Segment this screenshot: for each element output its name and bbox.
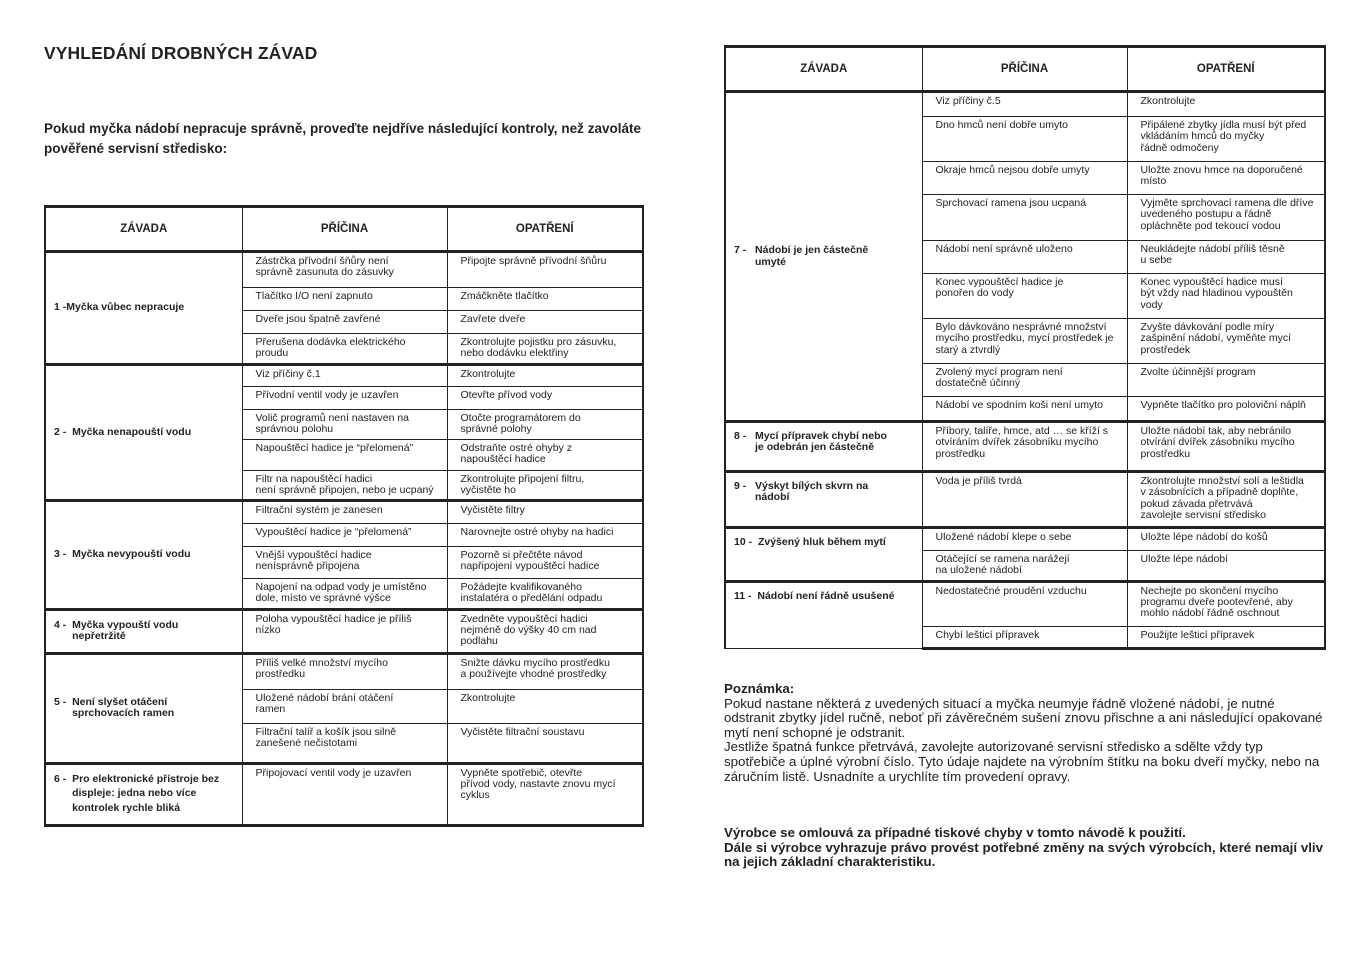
cause-cell: Poloha vypouštěcí hadice je příliš nízko (242, 609, 447, 653)
cause-cell: Filtrační talíř a košík jsou silně zanešené nečistotami (242, 723, 447, 763)
remedy-cell: Neukládejte nádobí příliš těsně u sebe (1127, 241, 1325, 274)
fault-text: Nádobí je jen částečně umyté (755, 244, 869, 268)
remedy-cell: Připojte správně přívodní šňůru (447, 252, 643, 288)
remedy-cell: Zkontrolujte množství solí a leštidla v zásobnících a případně doplňte, pokud závada přetrvává zavolejte servisní středisko (1127, 472, 1325, 528)
table-row (725, 528, 1325, 551)
fault-cell (45, 365, 242, 501)
fault-text: Nádobí není řádně usušené (757, 589, 895, 602)
remedy-cell: Otočte programátorem do správné polohy (447, 410, 643, 440)
fault-text: Myčka vůbec nepracuje (66, 301, 185, 314)
remedy-cell: Uložte znovu hmce na doporučené místo (1127, 162, 1325, 195)
remedy-cell: Zmáčkněte tlačítko (447, 288, 643, 311)
header-cause: PŘÍČINA (242, 207, 447, 252)
fault-number: 11 - (734, 589, 758, 602)
cause-cell: Zvolený mycí program není dostatečně účinný (922, 364, 1127, 397)
cause-cell: Nádobí není správně uloženo (922, 241, 1127, 274)
fault-label (54, 427, 238, 438)
fault-label (54, 772, 238, 816)
fault-text: Zvýšený hluk během mytí (757, 536, 886, 548)
cause-cell: Napouštěcí hadice je “přelomená” (242, 439, 447, 470)
header-cause: PŘÍČINA (922, 47, 1127, 92)
header-fault: ZÁVADA (725, 47, 922, 92)
cause-cell: Připojovací ventil vody je uzavřen (242, 763, 447, 825)
fault-cell (45, 501, 242, 610)
fault-label (734, 481, 918, 504)
table-row (725, 422, 1325, 472)
remedy-cell: Zvyšte dávkování podle míry zašpinění nádobí, vyměňte mycí prostředek (1127, 319, 1325, 364)
table-row (45, 501, 643, 524)
remedy-cell: Uložte lépe nádobí (1127, 551, 1325, 582)
cause-cell: Tlačítko I/O není zapnuto (242, 288, 447, 311)
fault-number: 8 - (734, 430, 756, 442)
table-row (45, 609, 643, 653)
remedy-cell: Snižte dávku mycího prostředku a používejte vhodné prostředky (447, 653, 643, 689)
troubleshooting-table-left (44, 205, 644, 827)
remedy-cell: Zavřete dveře (447, 311, 643, 334)
fault-number: 9 - (734, 480, 756, 492)
remedy-cell: Uložte nádobí tak, aby nebránilo otvírání dvířek zásobníku mycího prostředku (1127, 422, 1325, 472)
fault-number: 3 - (54, 548, 73, 561)
table-row (45, 653, 643, 689)
remedy-cell: Nechejte po skončení mycího programu dveře pootevřené, aby mohlo nádobí řádně oschnout (1127, 581, 1325, 626)
remedy-cell: Zkontrolujte (1127, 92, 1325, 117)
fault-cell (45, 763, 242, 825)
intro-text: Pokud myčka nádobí nepracuje správně, proveďte nejdříve následující kontroly, než zavoláte pověřené servisní středisko: (44, 121, 641, 156)
fault-text: Myčka nevypouští vodu (72, 548, 191, 561)
fault-cell (725, 472, 922, 528)
cause-cell: Sprchovací ramena jsou ucpaná (922, 195, 1127, 241)
cause-cell: Voda je příliš tvrdá (922, 472, 1127, 528)
fault-cell (725, 581, 922, 648)
cause-cell: Zástrčka přívodní šňůry není správně zasunuta do zásuvky (242, 252, 447, 288)
page-title: VYHLEDÁNÍ DROBNÝCH ZÁVAD (44, 43, 318, 63)
cause-cell: Filtr na napouštěcí hadici není správně připojen, nebo je ucpaný (242, 470, 447, 501)
table-row (725, 472, 1325, 528)
table-row (45, 365, 643, 387)
fault-cell (725, 92, 922, 422)
table-header-row (725, 47, 1325, 92)
remedy-cell: Narovnejte ostré ohyby na hadici (447, 524, 643, 547)
fault-cell (45, 252, 242, 365)
fault-label (734, 431, 918, 454)
remedy-cell: Uložte lépe nádobí do košů (1127, 528, 1325, 551)
fault-number: 2 - (54, 425, 73, 438)
remedy-cell: Připálené zbytky jídla musí být před vkládáním hmců do myčky řádně odmočeny (1127, 117, 1325, 162)
cause-cell: Nedostatečné proudění vzduchu (922, 581, 1127, 626)
cause-cell: Otáčející se ramena narážejí na uložené nádobí (922, 551, 1127, 582)
cause-cell: Přerušena dodávka elektrického proudu (242, 334, 447, 365)
fault-label (54, 302, 238, 313)
troubleshooting-table-right (724, 45, 1326, 650)
note-section (724, 682, 1324, 784)
fault-number: 7 - (734, 244, 756, 257)
cause-cell: Příliš velké množství mycího prostředku (242, 653, 447, 689)
fault-text: Myčka nenapouští vodu (72, 425, 192, 438)
remedy-cell: Otevřte přívod vody (447, 387, 643, 410)
cause-cell: Uložené nádobí klepe o sebe (922, 528, 1127, 551)
table-row (45, 252, 643, 288)
fault-text: Myčka vypouští vodu nepřetržitě (72, 618, 179, 643)
table-row (725, 92, 1325, 117)
fault-cell (45, 609, 242, 653)
header-remedy: OPATŘENÍ (1127, 47, 1325, 92)
table-row (725, 581, 1325, 626)
cause-cell: Okraje hmců nejsou dobře umyty (922, 162, 1127, 195)
cause-cell: Filtrační systém je zanesen (242, 501, 447, 524)
fault-cell (45, 653, 242, 763)
cause-cell: Volič programů není nastaven na správnou polohu (242, 410, 447, 440)
cause-cell: Chybí lešticí přípravek (922, 626, 1127, 648)
remedy-cell: Vypněte spotřebič, otevřte přívod vody, nastavte znovu mycí cyklus (447, 763, 643, 825)
remedy-cell: Konec vypouštěcí hadice musí být vždy nad hladinou vypouštěn vody (1127, 274, 1325, 319)
note-heading: Poznámka: (724, 681, 795, 696)
fault-number: 1 - (54, 301, 67, 314)
cause-cell: Dveře jsou špatně zavřené (242, 311, 447, 334)
note-paragraph-1: Pokud nastane některá z uvedených situací a myčka neumyje řádně vložené nádobí, je nutné odstranit zbytky jídel ručně, neboť při závěrečném sušení znovu přischne a ani následující opakované mytí není schopné je odstranit. (724, 695, 1323, 740)
fault-number: 5 - (54, 695, 73, 708)
cause-cell: Nádobí ve spodním koši není umyto (922, 397, 1127, 422)
remedy-cell: Požádejte kvalifikovaného instalatéra o předělání odpadu (447, 579, 643, 610)
header-fault: ZÁVADA (45, 207, 242, 252)
cause-cell: Vypouštěcí hadice je “přelomená” (242, 524, 447, 547)
remedy-cell: Vypněte tlačítko pro poloviční náplň (1127, 397, 1325, 422)
fault-label (54, 620, 238, 643)
cause-cell: Příbory, talíře, hmce, atd … se kříží s otvíráním dvířek zásobníku mycího prostředku (922, 422, 1127, 472)
disclaimer-line-2: Dále si výrobce vyhrazuje právo provést potřebné změny na svých výrobcích, které nemají vliv na jejich základní charakteristiku. (724, 839, 1323, 870)
table-header-row (45, 207, 643, 252)
remedy-cell: Zvedněte vypouštěcí hadici nejméně do výšky 40 cm nad podlahu (447, 609, 643, 653)
fault-label (734, 245, 918, 268)
remedy-cell: Vyčistěte filtrační soustavu (447, 723, 643, 763)
cause-cell: Uložené nádobí brání otáčení ramen (242, 689, 447, 723)
fault-label (734, 537, 918, 548)
cause-cell: Viz příčiny č.5 (922, 92, 1127, 117)
cause-cell: Napojení na odpad vody je umístěno dole, místo ve správné výšce (242, 579, 447, 610)
note-paragraph-2: Jestliže špatná funkce přetrvává, zavolejte autorizované servisní středisko a sdělte vždy typ spotřebiče a úplné výrobní číslo. Tyto údaje najdete na výrobním štítku na boku dveří myčky, nebo na záručním listě. Usnadníte a urychlíte tím provedení opravy. (724, 739, 1320, 784)
fault-text: Výskyt bílých skvrn na nádobí (755, 480, 869, 504)
fault-number: 10 - (734, 536, 758, 548)
disclaimer-section (724, 826, 1323, 870)
remedy-cell: Zkontrolujte (447, 365, 643, 387)
cause-cell: Konec vypouštěcí hadice je ponořen do vody (922, 274, 1127, 319)
remedy-cell: Odstraňte ostré ohyby z napouštěcí hadice (447, 439, 643, 470)
cause-cell: Dno hmců není dobře umyto (922, 117, 1127, 162)
fault-label (734, 591, 918, 602)
remedy-cell: Pozorně si přečtěte návod napřipojení vypouštěcí hadice (447, 547, 643, 579)
disclaimer-line-1: Výrobce se omlouvá za případné tiskové chyby v tomto návodě k použití. (724, 825, 1186, 840)
fault-text: Pro elektronické přístroje bez displeje: jedna nebo více kontrolek rychle bliká (72, 772, 220, 814)
remedy-cell: Zvolte účinnější program (1127, 364, 1325, 397)
fault-text: Mycí přípravek chybí nebo je odebrán jen částečně (755, 430, 887, 454)
remedy-cell: Použijte lešticí přípravek (1127, 626, 1325, 648)
header-remedy: OPATŘENÍ (447, 207, 643, 252)
cause-cell: Vnější vypouštěcí hadice nenísprávně připojena (242, 547, 447, 579)
fault-number: 6 - (54, 772, 73, 785)
remedy-cell: Zkontrolujte (447, 689, 643, 723)
fault-text: Není slyšet otáčení sprchovacích ramen (72, 695, 175, 720)
remedy-cell: Vyčistěte filtry (447, 501, 643, 524)
fault-cell (725, 422, 922, 472)
remedy-cell: Zkontrolujte připojení filtru, vyčistěte ho (447, 470, 643, 501)
fault-label (54, 549, 238, 560)
table-row (45, 763, 643, 825)
remedy-cell: Zkontrolujte pojistku pro zásuvku, nebo dodávku elektřiny (447, 334, 643, 365)
cause-cell: Bylo dávkováno nesprávné množství mycího prostředku, mycí prostředek je starý a ztvrdlý (922, 319, 1127, 364)
cause-cell: Přívodní ventil vody je uzavřen (242, 387, 447, 410)
remedy-cell: Vyjměte sprchovací ramena dle dříve uvedeného postupu a řádně opláchněte pod tekoucí vodou (1127, 195, 1325, 241)
fault-number: 4 - (54, 618, 73, 631)
fault-cell (725, 528, 922, 582)
cause-cell: Viz příčiny č.1 (242, 365, 447, 387)
fault-label (54, 697, 238, 720)
